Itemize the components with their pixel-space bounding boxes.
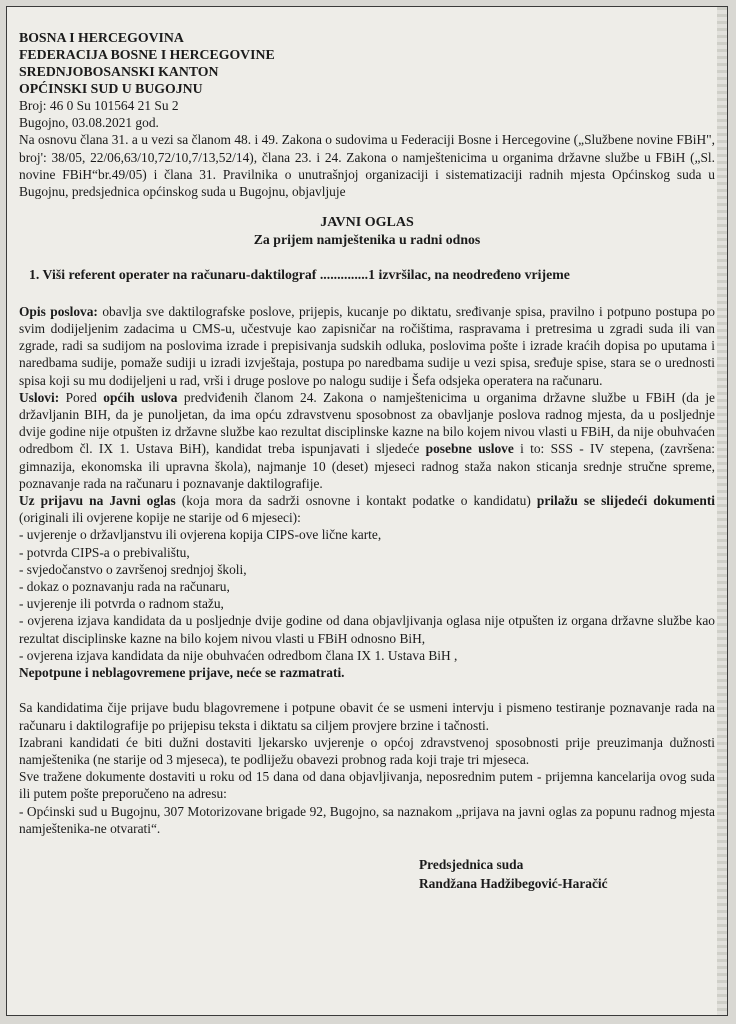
documents-list bbox=[19, 526, 715, 664]
header-line-2: FEDERACIJA BOSNE I HERCEGOVINE bbox=[19, 47, 275, 62]
final-paragraph-2: Izabrani kandidati će biti dužni dostaviti ljekarsko uvjerenje o općoj zdravstvenoj sposobnosti prije preuzimanja dužnosti namještenika (ne starije od 3 mjeseca), te podliježu obavezi probnog rada koji traje tri mjeseca. bbox=[19, 734, 715, 767]
conditions-text-1: Pored bbox=[59, 389, 104, 405]
paper-edge bbox=[717, 7, 727, 1015]
application-text-1: (koja mora da sadrži osnovne i kontakt podatke o kandidatu) bbox=[175, 493, 537, 509]
conditions-text-2: predviđenih članom 24. Zakona o namještenicima u organima državne službe u FBiH (da je državljanin BIH, da je punoljetan, da ima opću zdravstvenu sposobnost za obavljanje poslova radnog mjesta, da u posljednje dvije godine nije otpušten iz državne službe kao rezultat disciplinske kazne na bilo kojem nivou vlasti u FBiH, da nije obuhvaćen odredbom čl. IX 1. Ustava BiH), kandidat treba ispunjavati i sljedeće bbox=[19, 389, 715, 457]
intro-paragraph: Na osnovu člana 31. a u vezi sa članom 48. i 49. Zakona o sudovima u Federaciji Bosne i Hercegovine („Službene novine FBiH", broj': 38/05, 22/06,63/10,72/10,7/13,52/14), člana 23. i 24. Zakona o namještenicima u organima državne službe u FBiH („Sl. novine FBiH“br.49/05) i člana 31. Pravilnika o unutrašnjoj organizaciji i sistematizaciji radnih mjesta Općinskog suda u Bugojnu, predsjednica općinskog suda u Bugojnu, objavljuje bbox=[19, 132, 715, 200]
list-item: - uvjerenje o državljanstvu ili ovjerena kopija CIPS-ove lične karte, bbox=[19, 527, 382, 543]
signature-block bbox=[19, 855, 715, 893]
list-item: - ovjerena izjava kandidata da nije obuhvaćen odredbom člana IX 1. Ustava BiH , bbox=[19, 647, 458, 663]
conditions-label: Uslovi: bbox=[19, 389, 60, 405]
conditions-text-3: i to: SSS - IV stepena, (završena: gimnazija, ekonomska ili upravna škola), najmanje 10 (deset) mjeseci radnog staža nakon sticanja srednje stručne spreme, poznavanje rada na računaru i poznavanje daktilografije. bbox=[19, 441, 715, 491]
final-paragraph-1: Sa kandidatima čije prijave budu blagovremene i potpune obavit će se usmeni intervju i pismeno testiranje poznavanje rada na računaru i daktilografije po prijepisu teksta i diktatu sa ciljem provjere brzine i tačnosti. bbox=[19, 700, 715, 733]
place-date: Bugojno, 03.08.2021 god. bbox=[19, 115, 159, 131]
final-section bbox=[19, 699, 715, 837]
application-documents-intro bbox=[19, 492, 715, 526]
job-description-text: obavlja sve daktilografske poslove, prijepis, kucanje po diktatu, sređivanje spisa, pravilno i potpuno postupa po svim dodijeljenim zadacima u CMS-u, učestvuje kao zapisničar na ročištima, raspravama i pretresima u zgradi suda ili van zgrade, radi sa sudijom na poslovima izrade i prepisivanja sudskih odluka, poslovima pošte i izrade kraćih dopisa po uputama i naredbama sudije, pomaže sudiji u izradi izvještaja, postupa po naredbama sudije u vezi spisa, sređuje spise, stara se o urednosti spisa koji su mu dodijeljeni u rad, vrši i druge poslove po nalogu sudije i Šefa odsjeka operatera na računaru. bbox=[19, 303, 715, 388]
list-item: - ovjerena izjava kandidata da u posljednje dvije godine od dana objavljivanja oglasa nije otpušten iz organa državne službe kao rezultat disciplinske kazne na bilo kojem nivou vlasti u FBiH odnosno BiH, bbox=[19, 613, 715, 646]
header-line-3: SREDNJOBOSANSKI KANTON bbox=[19, 64, 219, 79]
header-line-1: BOSNA I HERCEGOVINA bbox=[19, 30, 184, 45]
notice-content bbox=[19, 29, 715, 893]
notice-subtitle: Za prijem namještenika u radni odnos bbox=[253, 232, 481, 248]
application-bold-1: Uz prijavu na Javni oglas bbox=[19, 493, 176, 509]
list-item: - dokaz o poznavanju rada na računaru, bbox=[19, 579, 230, 595]
header-line-4: OPĆINSKI SUD U BUGOJNU bbox=[19, 81, 203, 96]
final-paragraph-4: - Općinski sud u Bugojnu, 307 Motorizovane brigade 92, Bugojno, sa naznakom „prijava na javni oglas za popunu radnog mjesta namještenika-ne otvarati“. bbox=[19, 803, 715, 836]
application-bold-2: prilažu se slijedeći dokumenti bbox=[536, 493, 716, 509]
list-item: - potvrda CIPS-a o prebivalištu, bbox=[19, 544, 190, 560]
signature-role: Predsjednica suda bbox=[419, 856, 524, 872]
notice-title: JAVNI OGLAS bbox=[320, 215, 414, 231]
final-paragraph-3: Sve tražene dokumente dostaviti u roku od 15 dana od dana objavljivanja, neposrednim putem - prijemna kancelarija ovog suda ili putem pošte preporučeno na adresu: bbox=[19, 769, 715, 802]
warning-text: Nepotpune i neblagovremene prijave, neće se razmatrati. bbox=[19, 665, 345, 681]
position-heading: 1. Viši referent operater na računaru-daktilograf ..............1 izvršilac, na neodređeno vrijeme bbox=[29, 266, 570, 282]
signature-name: Randžana Hadžibegović-Haračić bbox=[419, 875, 608, 891]
general-conditions: općih uslova bbox=[103, 389, 178, 405]
warning-line bbox=[19, 664, 715, 681]
job-description-label: Opis poslova: bbox=[19, 303, 98, 319]
reference-number: Broj: 46 0 Su 101564 21 Su 2 bbox=[19, 98, 179, 113]
job-description bbox=[19, 303, 715, 389]
application-text-2: (originali ili ovjerene kopije ne starije od 6 mjeseci): bbox=[19, 510, 301, 526]
list-item: - svjedočanstvo o završenoj srednjoj školi, bbox=[19, 561, 247, 577]
requirements-block bbox=[19, 303, 715, 681]
notice-page bbox=[6, 6, 728, 1016]
list-item: - uvjerenje ili potvrda o radnom stažu, bbox=[19, 596, 224, 612]
special-conditions: posebne uslove bbox=[425, 441, 514, 457]
conditions bbox=[19, 389, 715, 492]
